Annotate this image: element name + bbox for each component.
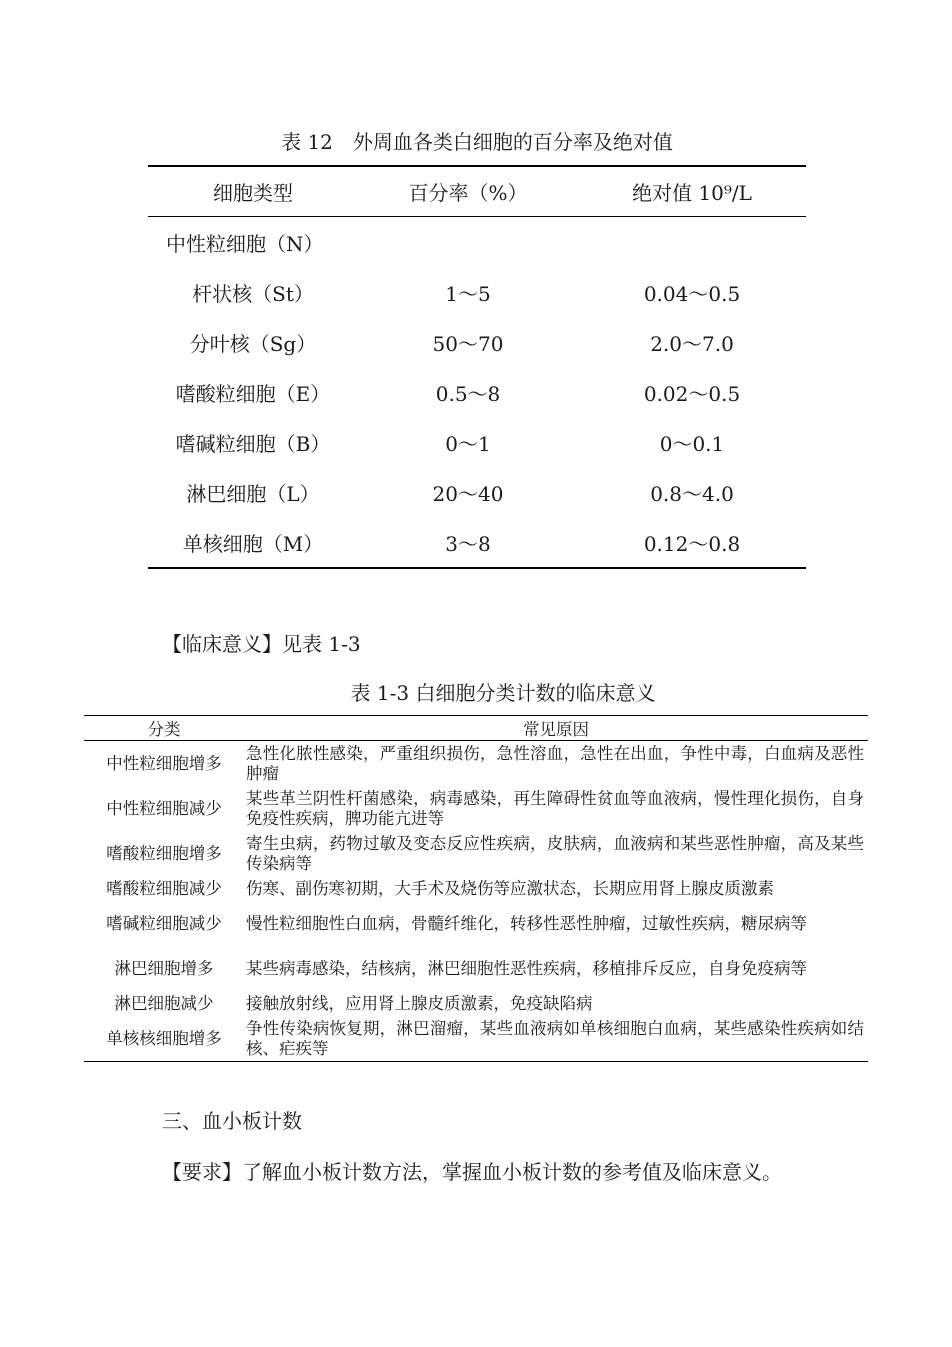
cell-percent: 50～70 (432, 331, 504, 356)
cell-absolute: 2.0～7.0 (650, 331, 734, 356)
table-row (148, 267, 806, 317)
cell-absolute: 0.8～4.0 (650, 481, 734, 506)
cell-reason: 争性传染病恢复期，淋巴溜瘤，某些血液病如单核细胞白血病，某些感染性疾病如结核、疟疾等 (244, 1016, 868, 1062)
cell-type: 杆状核（St） (192, 281, 314, 306)
header-cell-type: 细胞类型 (148, 166, 358, 217)
cell-reason: 寄生虫病，药物过敏及变态反应性疾病，皮肤病，血液病和某些恶性肿瘤，高及某些传染病等 (246, 833, 864, 873)
table-row (148, 317, 806, 367)
table-row (84, 786, 868, 831)
cell-category: 嗜酸粒细胞减少 (106, 878, 222, 898)
cell-type: 单核细胞（M） (148, 517, 358, 568)
table-1-3 (84, 715, 868, 1062)
section-heading: 三、血小板计数 (162, 1109, 302, 1133)
table-row (84, 901, 868, 946)
cell-reason: 某些革兰阴性杆菌感染，病毒感染，再生障碍性贫血等血液病，慢性理化损伤，自身免疫性疾病，脾功能亢进等 (246, 788, 864, 828)
cell-category: 淋巴细胞减少 (114, 993, 214, 1013)
header-cell-category: 分类 (84, 716, 244, 741)
cell-type: 淋巴细胞（L） (186, 481, 320, 506)
table-row (148, 467, 806, 517)
table-12 (148, 165, 806, 569)
cell-category: 嗜酸粒细胞增多 (106, 843, 222, 863)
table-header-row (84, 716, 868, 741)
cell-reason: 伤寒、副伤寒初期，大手术及烧伤等应激状态，长期应用肾上腺皮质激素 (246, 878, 774, 898)
table-row (148, 517, 806, 568)
table-row (84, 741, 868, 787)
cell-category: 单核核细胞增多 (84, 1016, 244, 1062)
requirement-paragraph: 【要求】了解血小板计数方法，掌握血小板计数的参考值及临床意义。 (162, 1160, 782, 1184)
table-row (84, 1016, 868, 1062)
cell-absolute: 0.02～0.5 (643, 381, 741, 406)
cell-percent: 0.5～8 (435, 381, 501, 406)
header-cell-reason: 常见原因 (244, 716, 868, 741)
table-row (148, 417, 806, 467)
cell-absolute: 0.04～0.5 (643, 281, 741, 306)
cell-absolute: 0～0.1 (659, 431, 725, 456)
cell-category: 淋巴细胞增多 (114, 958, 214, 978)
group-label: 中性粒细胞（N） (166, 231, 324, 256)
header-cell-percent: 百分率（%） (358, 166, 578, 217)
cell-reason: 某些病毒感染，结核病，淋巴细胞性恶性疾病，移植排斥反应，自身免疫病等 (246, 958, 807, 978)
table-header-row (148, 166, 806, 217)
cell-percent: 1～5 (445, 281, 491, 306)
cell-reason: 急性化脓性感染，严重组织损伤，急性溶血，急性在出血，争性中毒，白血病及恶性肿瘤 (246, 743, 864, 783)
table-row (84, 991, 868, 1016)
cell-type: 嗜酸粒细胞（E） (175, 381, 331, 406)
clinical-significance-paragraph: 【临床意义】见表 1-3 (162, 632, 361, 656)
cell-category: 嗜碱粒细胞减少 (106, 913, 222, 933)
table-row (84, 876, 868, 901)
cell-percent: 3～8 (358, 517, 578, 568)
cell-reason: 接触放射线，应用肾上腺皮质激素，免疫缺陷病 (246, 993, 593, 1013)
cell-type: 分叶核（Sg） (189, 331, 317, 356)
cell-category: 中性粒细胞减少 (106, 798, 222, 818)
cell-category: 中性粒细胞增多 (106, 753, 222, 773)
cell-percent: 20～40 (432, 481, 504, 506)
table-1-3-caption: 表 1-3 白细胞分类计数的临床意义 (350, 681, 656, 705)
table-row (148, 367, 806, 417)
table-12-caption: 表 12 外周血各类白细胞的百分率及绝对值 (281, 130, 673, 154)
cell-type: 嗜碱粒细胞（B） (175, 431, 331, 456)
cell-percent: 0～1 (445, 431, 491, 456)
cell-reason: 慢性粒细胞性白血病，骨髓纤维化，转移性恶性肿瘤，过敏性疾病，糖尿病等 (246, 913, 807, 933)
cell-absolute: 0.12～0.8 (578, 517, 806, 568)
header-cell-absolute: 绝对值 10⁹/L (578, 166, 806, 217)
table-row (84, 831, 868, 876)
table-row (84, 946, 868, 991)
table-row-group (148, 217, 806, 268)
